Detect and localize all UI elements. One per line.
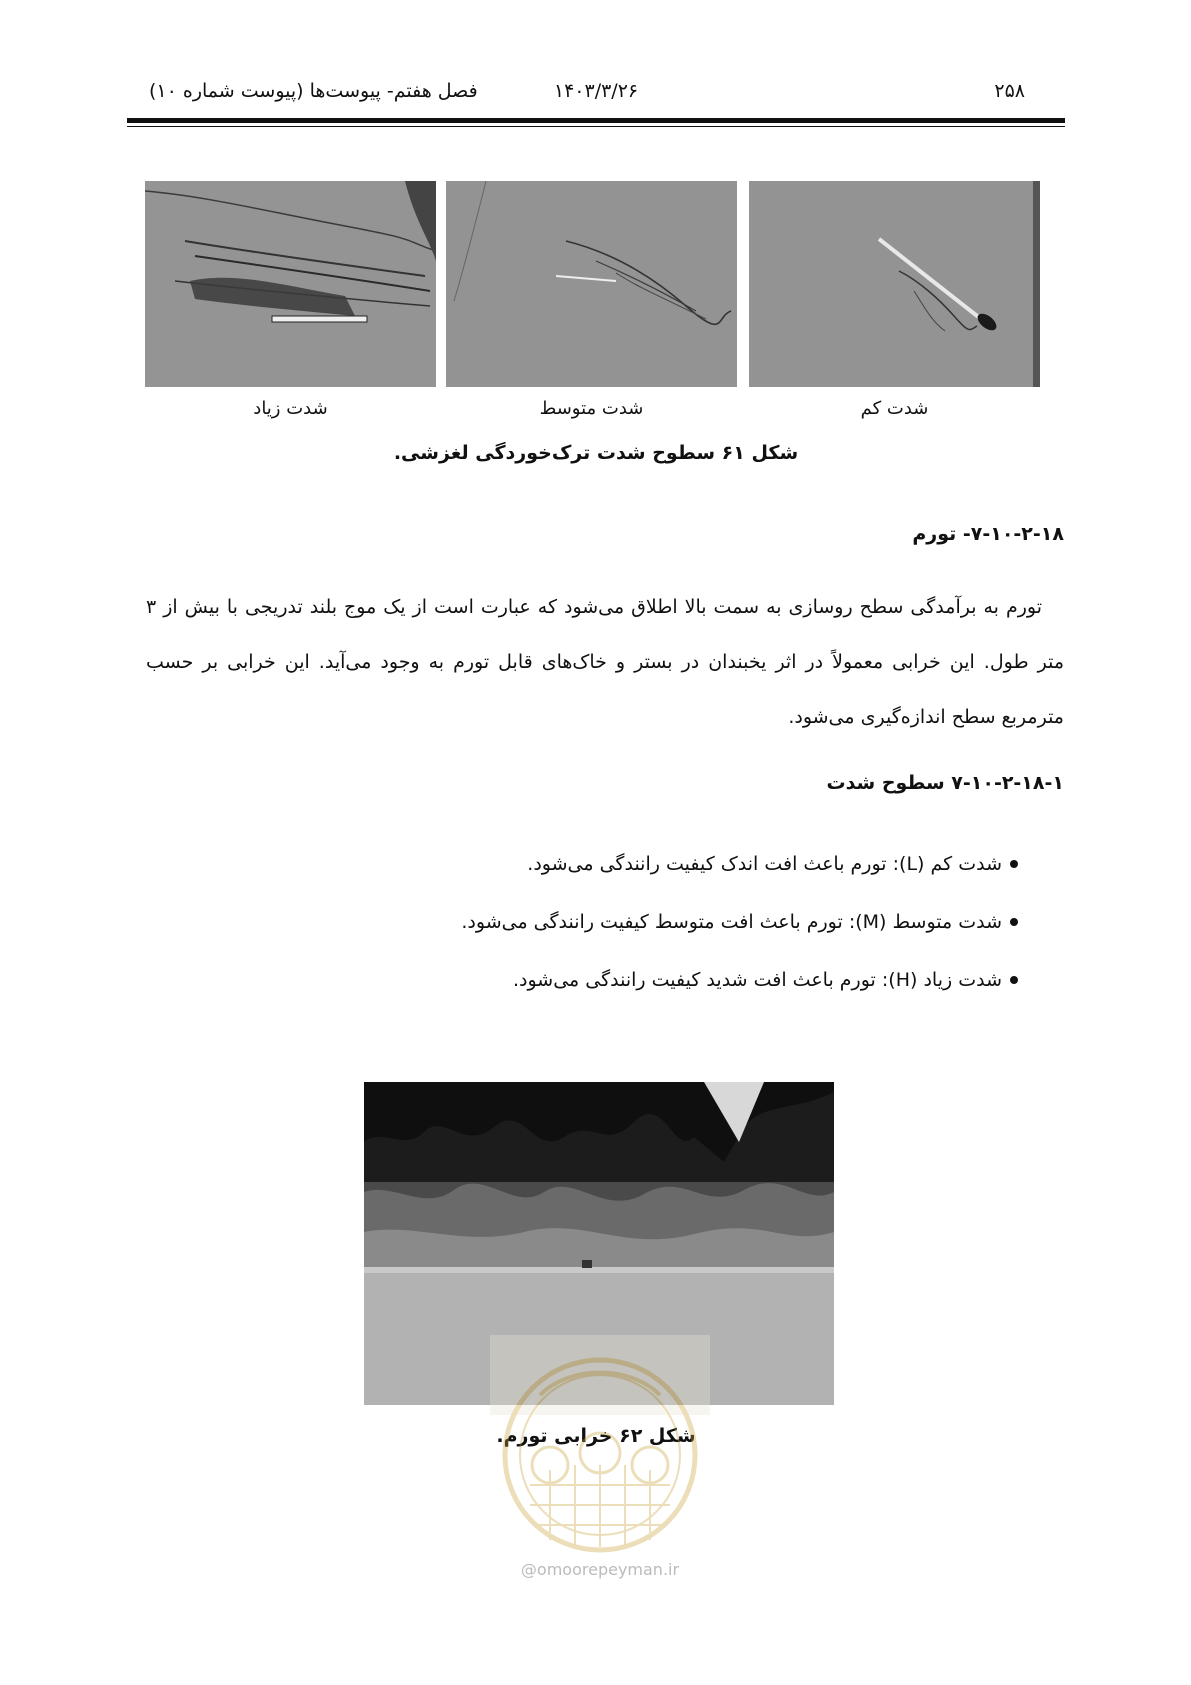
section-heading: ۷-۱۰-۲-۱۸- تورم <box>912 523 1064 545</box>
header-rule-thick <box>127 118 1065 123</box>
header-date: ۱۴۰۳/۳/۲۶ <box>553 80 639 102</box>
photo-medium-severity <box>446 181 737 387</box>
header-rule-thin <box>127 126 1065 127</box>
list-item <box>164 850 1064 908</box>
subsection-heading: ۷-۱۰-۲-۱۸-۱ سطوح شدت <box>826 772 1064 794</box>
bullet-icon <box>1010 976 1018 984</box>
list-item-text: شدت متوسط (M): تورم باعث افت متوسط کیفیت رانندگی می‌شود. <box>461 911 1002 933</box>
list-item <box>164 908 1064 966</box>
section-paragraph: تورم به برآمدگی سطح روسازی به سمت بالا اطلاق می‌شود که عبارت است از یک موج بلند تدریجی با بیش از ۳ متر طول. این خرابی معمولاً در اثر یخبندان در بستر و خاک‌های قابل تورم به وجود می‌آید. این خرابی بر حسب مترمربع سطح اندازه‌گیری می‌شود. <box>146 596 1064 728</box>
figure-62-caption: شکل ۶۲ خرابی تورم. <box>496 1425 696 1447</box>
photo-label-low: شدت کم <box>860 398 929 419</box>
severity-list <box>164 850 1064 1024</box>
list-item-text: شدت کم (L): تورم باعث افت اندک کیفیت رانندگی می‌شود. <box>527 853 1002 875</box>
photo-high-severity <box>145 181 436 387</box>
photo-label-high: شدت زیاد <box>253 398 328 419</box>
bullet-icon <box>1010 918 1018 926</box>
bullet-icon <box>1010 860 1018 868</box>
photo-label-medium: شدت متوسط <box>539 398 644 419</box>
watermark-url: @omoorepeyman.ir <box>520 1560 680 1579</box>
photo-low-severity <box>749 181 1040 387</box>
list-item-text: شدت زیاد (H): تورم باعث افت شدید کیفیت رانندگی می‌شود. <box>512 969 1002 991</box>
watermark-logo <box>490 1335 710 1595</box>
page-number: ۲۵۸ <box>994 80 1025 102</box>
chapter-title: فصل هفتم- پیوست‌ها (پیوست شماره ۱۰) <box>149 80 478 102</box>
page-header <box>127 72 1065 112</box>
list-item <box>164 966 1064 1024</box>
figure-61-caption: شکل ۶۱ سطوح شدت ترک‌خوردگی لغزشی. <box>393 442 799 464</box>
